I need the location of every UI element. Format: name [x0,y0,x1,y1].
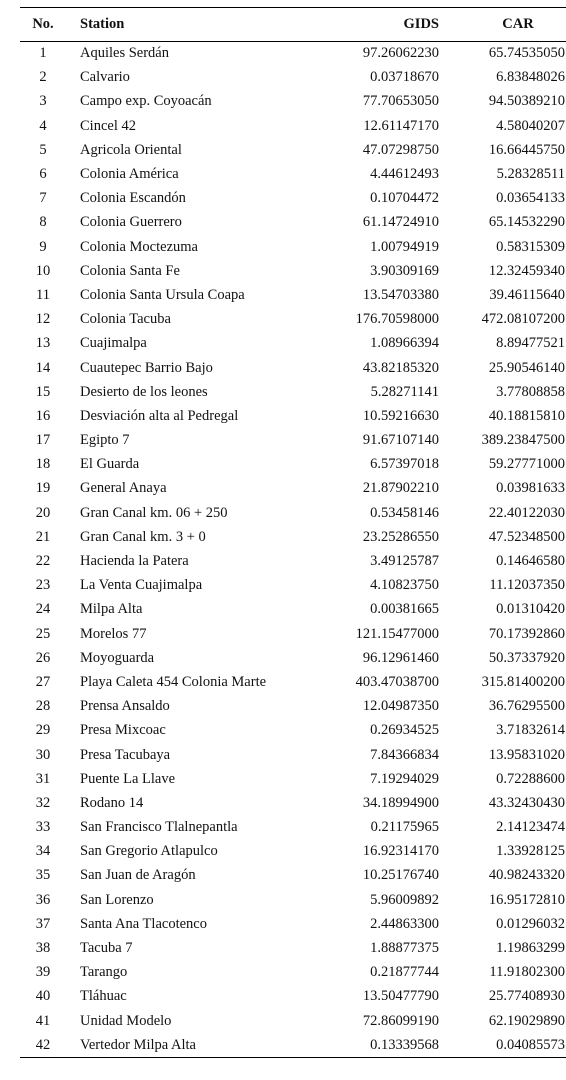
cell-car: 0.01310420 [496,601,565,618]
cell-gids: 1.00794919 [370,238,439,255]
cell-no: 8 [39,214,47,231]
cell-gids: 61.14724910 [362,214,439,231]
cell-gids: 77.70653050 [362,93,439,110]
cell-no: 19 [35,480,51,497]
cell-car: 3.71832614 [496,722,565,739]
cell-no: 22 [35,553,51,570]
cell-gids: 72.86099190 [362,1012,439,1029]
cell-gids: 91.67107140 [362,432,439,449]
table-row [20,622,566,646]
cell-no: 23 [35,577,51,594]
cell-station: Desierto de los leones [80,383,208,400]
cell-station: Campo exp. Coyoacán [80,93,212,110]
cell-no: 4 [39,117,47,134]
cell-gids: 5.96009892 [370,891,439,908]
cell-no: 17 [35,432,51,449]
cell-gids: 0.00381665 [370,601,439,618]
cell-station: San Francisco Tlalnepantla [80,819,238,836]
cell-car: 0.03654133 [496,190,565,207]
cell-car: 6.83848026 [496,69,565,86]
cell-no: 13 [35,335,51,352]
cell-station: Colonia Tacuba [80,311,171,328]
cell-no: 38 [35,940,51,957]
cell-no: 27 [35,673,51,690]
cell-gids: 1.88877375 [370,940,439,957]
cell-station: San Lorenzo [80,891,154,908]
cell-station: Playa Caleta 454 Colonia Marte [80,673,267,690]
cell-gids: 4.44612493 [370,166,439,183]
cell-gids: 10.25176740 [362,867,439,884]
cell-station: Cuautepec Barrio Bajo [80,359,213,376]
cell-no: 35 [35,867,51,884]
table-row [20,453,566,477]
cell-no: 39 [35,964,51,981]
table-row [20,114,566,138]
cell-station: Tacuba 7 [80,940,133,957]
cell-no: 36 [35,891,51,908]
cell-gids: 21.87902210 [362,480,439,497]
cell-car: 5.28328511 [496,166,565,183]
cell-gids: 2.44863300 [370,915,439,932]
header-row [20,8,566,42]
cell-gids: 0.03718670 [370,69,439,86]
table-row [20,912,566,936]
table-body [20,42,566,1058]
station-table [20,7,566,1058]
cell-no: 16 [35,407,51,424]
cell-no: 26 [35,649,51,666]
cell-no: 3 [39,93,47,110]
cell-no: 5 [39,141,47,158]
cell-station: Vertedor Milpa Alta [66,1033,302,1057]
cell-no: 10 [35,262,51,279]
cell-car: 315.81400200 [481,673,565,690]
table-row [20,187,566,211]
cell-car: 50.37337920 [488,649,565,666]
table-header [20,8,566,42]
cell-station: Rodano 14 [80,794,144,811]
cell-gids: 5.28271141 [370,383,439,400]
cell-gids: 16.92314170 [362,843,439,860]
table-row [20,743,566,767]
cell-station: Colonia Santa Fe [80,262,180,279]
cell-car: 11.12037350 [489,577,565,594]
cell-gids: 47.07298750 [362,141,439,158]
table-row [20,380,566,404]
cell-no: 31 [35,770,51,787]
cell-no: 20 [35,504,51,521]
cell-gids: 0.53458146 [370,504,439,521]
header-no: No. [20,8,66,42]
cell-gids: 7.19294029 [370,770,439,787]
cell-station: Unidad Modelo [80,1012,172,1029]
cell-gids: 0.10704472 [370,190,439,207]
cell-car: 0.04085573 [441,1033,566,1057]
cell-no: 41 [35,1012,51,1029]
cell-no: 1 [39,45,47,62]
cell-station: General Anaya [80,480,167,497]
cell-gids: 0.13339568 [302,1033,441,1057]
cell-station: Milpa Alta [80,601,143,618]
cell-no: 2 [39,69,47,86]
cell-car: 4.58040207 [496,117,565,134]
table-row [20,719,566,743]
cell-car: 1.33928125 [496,843,565,860]
cell-station: Tláhuac [80,988,127,1005]
table-row [20,864,566,888]
table-row [20,138,566,162]
cell-car: 43.32430430 [488,794,565,811]
cell-gids: 13.54703380 [362,286,439,303]
table-row [20,501,566,525]
cell-car: 40.18815810 [488,407,565,424]
cell-gids: 43.82185320 [362,359,439,376]
cell-gids: 176.70598000 [355,311,439,328]
header-car: CAR [441,8,566,42]
cell-car: 0.14646580 [496,553,565,570]
table-row [20,936,566,960]
table-row [20,598,566,622]
cell-car: 2.14123474 [496,819,565,836]
cell-gids: 3.49125787 [370,553,439,570]
cell-station: Tarango [80,964,128,981]
cell-gids: 0.21175965 [370,819,439,836]
cell-station: Presa Mixcoac [80,722,166,739]
table-row [20,42,566,66]
cell-no: 18 [35,456,51,473]
cell-car: 25.90546140 [488,359,565,376]
cell-station: Santa Ana Tlacotenco [80,915,207,932]
cell-station: La Venta Cuajimalpa [80,577,203,594]
cell-car: 62.19029890 [488,1012,565,1029]
cell-car: 36.76295500 [488,698,565,715]
cell-car: 12.32459340 [488,262,565,279]
cell-station: Prensa Ansaldo [80,698,170,715]
cell-station: Morelos 77 [80,625,147,642]
table-row [20,816,566,840]
cell-car: 39.46115640 [489,286,565,303]
cell-no: 12 [35,311,51,328]
cell-no: 30 [35,746,51,763]
table-row [20,477,566,501]
cell-gids: 0.26934525 [370,722,439,739]
cell-car: 13.95831020 [488,746,565,763]
cell-station: San Gregorio Atlapulco [80,843,218,860]
cell-gids: 1.08966394 [370,335,439,352]
cell-gids: 3.90309169 [370,262,439,279]
cell-gids: 12.61147170 [363,117,439,134]
cell-station: Puente La Llave [80,770,176,787]
table-row [20,670,566,694]
header-station: Station [66,8,302,42]
cell-car: 0.01296032 [496,915,565,932]
cell-station: Egipto 7 [80,432,130,449]
cell-car: 59.27771000 [488,456,565,473]
header-gids: GIDS [302,8,441,42]
cell-station: Presa Tacubaya [80,746,171,763]
cell-gids: 4.10823750 [370,577,439,594]
cell-station: Agricola Oriental [80,141,182,158]
cell-station: Desviación alta al Pedregal [80,407,239,424]
cell-gids: 96.12961460 [362,649,439,666]
table-row [20,525,566,549]
cell-no: 9 [39,238,47,255]
cell-station: Colonia Moctezuma [80,238,198,255]
cell-car: 40.98243320 [488,867,565,884]
table-row [20,235,566,259]
table-row [20,308,566,332]
cell-car: 389.23847500 [481,432,565,449]
cell-no: 21 [35,528,51,545]
cell-car: 16.66445750 [488,141,565,158]
cell-station: Aquiles Serdán [80,45,169,62]
cell-station: Moyoguarda [80,649,155,666]
table-row [20,840,566,864]
cell-car: 70.17392860 [488,625,565,642]
cell-car: 65.74535050 [488,45,565,62]
cell-no: 32 [35,794,51,811]
cell-no: 24 [35,601,51,618]
table-row [20,66,566,90]
cell-gids: 13.50477790 [362,988,439,1005]
cell-station: Colonia América [80,166,179,183]
cell-gids: 10.59216630 [362,407,439,424]
table-row [20,767,566,791]
cell-car: 472.08107200 [481,311,565,328]
table-row [20,404,566,428]
cell-station: Colonia Escandón [80,190,186,207]
table-row [20,1033,566,1057]
cell-car: 65.14532290 [488,214,565,231]
cell-car: 1.19863299 [496,940,565,957]
cell-gids: 121.15477000 [355,625,439,642]
cell-car: 16.95172810 [488,891,565,908]
cell-no: 40 [35,988,51,1005]
table-row [20,695,566,719]
table-row [20,283,566,307]
cell-car: 94.50389210 [488,93,565,110]
table-container [20,7,565,1058]
cell-car: 0.03981633 [496,480,565,497]
cell-car: 0.58315309 [496,238,565,255]
table-row [20,888,566,912]
cell-no: 28 [35,698,51,715]
table-row [20,961,566,985]
table-row [20,791,566,815]
cell-station: Gran Canal km. 3 + 0 [80,528,206,545]
cell-station: Colonia Santa Ursula Coapa [80,286,245,303]
cell-station: El Guarda [80,456,140,473]
cell-no: 42 [20,1033,66,1057]
table-row [20,429,566,453]
cell-no: 11 [36,286,50,303]
cell-gids: 403.47038700 [355,673,439,690]
cell-station: Hacienda la Patera [80,553,189,570]
cell-gids: 34.18994900 [362,794,439,811]
table-row [20,574,566,598]
cell-car: 25.77408930 [488,988,565,1005]
cell-no: 37 [35,915,51,932]
table-row [20,332,566,356]
table-row [20,646,566,670]
cell-no: 33 [35,819,51,836]
cell-no: 25 [35,625,51,642]
cell-gids: 7.84366834 [370,746,439,763]
cell-station: Calvario [80,69,130,86]
table-row [20,211,566,235]
cell-car: 0.72288600 [496,770,565,787]
cell-gids: 12.04987350 [362,698,439,715]
cell-no: 34 [35,843,51,860]
table-row [20,1009,566,1033]
cell-gids: 0.21877744 [370,964,439,981]
cell-car: 11.91802300 [489,964,565,981]
cell-no: 7 [39,190,47,207]
cell-gids: 23.25286550 [362,528,439,545]
cell-gids: 6.57397018 [370,456,439,473]
table-row [20,90,566,114]
cell-gids: 97.26062230 [362,45,439,62]
table-row [20,549,566,573]
cell-station: Cuajimalpa [80,335,147,352]
cell-no: 15 [35,383,51,400]
cell-no: 29 [35,722,51,739]
table-row [20,162,566,186]
cell-station: Colonia Guerrero [80,214,182,231]
cell-car: 47.52348500 [488,528,565,545]
table-row [20,985,566,1009]
cell-station: San Juan de Aragón [80,867,196,884]
cell-car: 8.89477521 [496,335,565,352]
cell-car: 3.77808858 [496,383,565,400]
table-row [20,356,566,380]
cell-no: 14 [35,359,51,376]
cell-car: 22.40122030 [488,504,565,521]
table-row [20,259,566,283]
cell-station: Gran Canal km. 06 + 250 [80,504,228,521]
cell-station: Cincel 42 [80,117,136,134]
cell-no: 6 [39,166,47,183]
